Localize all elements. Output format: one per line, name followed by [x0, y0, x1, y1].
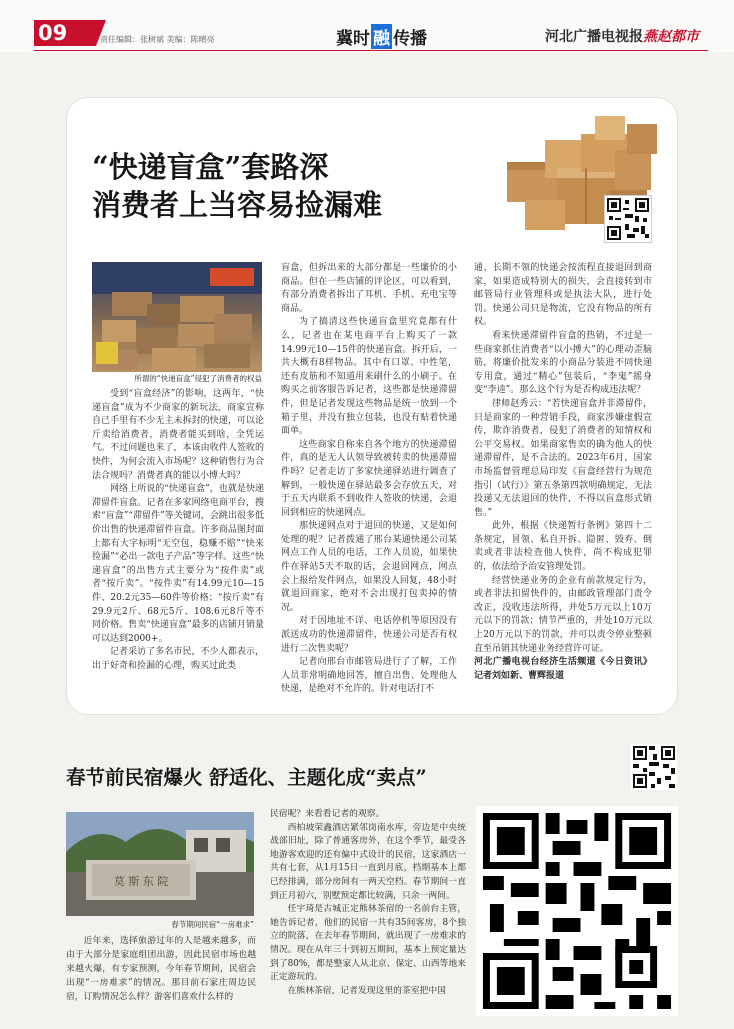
- paragraph: 西柏坡荣鑫酒店紧邻岗南水库，旁边是中央统战部旧址，除了普通客房外，在这个季节，最受各地游客欢迎的还有偏中式设计的民宿，这家酒店一共有七套，从1月15日一直到月底，档期基本上都已经排满，部分房间有一两天空档。春节期间一直到正月初六，别墅预定都比较满，只余一两间。: [270, 822, 466, 901]
- paper-name: [545, 26, 699, 46]
- section-left: 冀时: [336, 29, 370, 49]
- paragraph: 受到“盲盒经济”的影响，这两年，“快递盲盒”成为不少商家的新玩法，商家宣称自己手里有不少无主未拆封的快递，可以论斤卖给消费者，消费者能买到啥，全凭运气。不过问题也来了，本该由收件人签收的快件，为何会流入市场呢？这种销售行为合法合规吗？消费者真的能以小博大吗？: [92, 389, 264, 481]
- paragraph: 近年来，选择旅游过年的人是越来越多，而由于大部分是家庭组团出游，因此民宿市场也越来越火爆，有专家预测，今年春节期间，民宿会出现“一房难求”的情况。那目前石家庄周边民宿，订购情况怎么样？游客们喜欢什么样的: [66, 936, 256, 1002]
- paragraph: 网络上所说的“快递盲盒”，也就是快递滞留件盲盒。记者在多家网络电商平台，搜索“盲盒”“滞留件”等关键词，会跳出很多低价出售的快递滞留件盲盒。许多商品图封面上都有大字标明“无空包，稳赚不赔”“快来捡漏”“必出一款电子产品”等字样。这些“快递盲盒”的出售方式主要分为“按件卖”或者“按斤卖”。“按件卖”有14.99元10—15件、20.2元35—60件等价格；“按斤卖”有29.9元2斤、68元5斤、108.6元8斤等不同价格。售卖“快递盲盒”最多的店铺月销量可以达到2000+。: [92, 484, 264, 644]
- article2-column-2: [270, 808, 466, 998]
- paragraph: 此外，根据《快递暂行条例》第四十二条规定，冒领、私自开拆、隐匿、毁弃、倒卖或者非法检查他人快件，尚不构成犯罪的，依法给予治安管理处罚。: [474, 521, 652, 573]
- qr-pattern: [476, 806, 678, 1016]
- photo-parcels: [92, 262, 262, 372]
- paragraph: 记者采访了多名市民，不少人都表示，出于好奇和捡漏的心理，购买过此类: [92, 647, 264, 671]
- paragraph: 对于因地址不详、电话停机等原因没有派送成功的快递滞留件，快递公司是否有权进行二次售卖呢？: [281, 616, 457, 654]
- paragraph: 看来快递滞留件盲盒的热销，不过是一些商家抓住消费者“以小搏大”的心理动歪脑筋，将廉价批发来的小商品分装进不同快递专用盒，通过“精心”包装后，“李鬼”摇身变“李逵”。那么这个行为是否构成违法呢？: [474, 330, 652, 396]
- qr-code-large[interactable]: [476, 806, 678, 1016]
- paragraph: 这些商家自称来自各个地方的快递滞留件，真的是无人认领导致被转卖的快递滞留件吗？记者走访了多家快递驿站进行调查了解到，一般快递在驿站最多会存放五天，对于五天内联系不到收件人签收的快递，会退回到相应的快递网点。: [281, 439, 457, 518]
- paragraph: 在熊林茶宿，记者发现这里的茶室把中国: [287, 985, 446, 996]
- paper-title: 河北广播电视报: [545, 29, 643, 45]
- article-source: 河北广播电视台经济生活频道《今日资讯》记者刘如新、曹辉报道: [474, 657, 652, 681]
- paragraph: 那快递网点对于退回的快递，又是如何处理的呢？记者拨通了邢台某通快递公司某网点工作人员的电话，工作人员说，如果快件在驿站5天不取的话，会退回网点，网点会上报给发件网点，如果没人回复，48小时就退回商家，绝对不会出现打包卖掉的情况。: [281, 521, 457, 613]
- headline-line2: 消费者上当容易捡漏难: [92, 188, 383, 222]
- paragraph: 通、长期不领的快递会按流程直接退回到商家，如果造成特别大的损失，会直接转到市邮管局行业管理科或是执法大队，进行处罚。快递公司只是物流，它没有物品的所有权。: [474, 263, 652, 328]
- stone-sign-text: 莫 斯 东 院: [113, 875, 169, 888]
- paragraph: 为了搞清这些快递盲盒里究竟都有什么，记者也在某电商平台上购买了一款14.99元10—15件的快递盲盒。拆开后，一共大概有8样物品。其中有口罩、中性笔，还有皮筋和不知道用来刷什么的小刷子。在购买之前客服告诉记者，这些都是快递滞留件，但是记者发现这些物品是统一放到一个箱子里，并没有独立包装，也没有贴着快递面单。: [281, 317, 457, 437]
- editors-credit: 责任编辑：张树斌 美编：陈晴亮: [100, 35, 215, 44]
- paragraph: 律师赵秀云：“若快递盲盒并非滞留件，只是商家的一种营销手段，商家涉嫌虚假宣传，欺诈消费者，侵犯了消费者的知情权和公平交易权。如果商家售卖的确为他人的快递滞留件，是不合法的。2023年6月，国家市场监督管理总局印发《盲盒经营行为规范指引（试行）》第五条第四款明确规定，无法投递又无法退回的快件，不得以盲盒形式销售。”: [474, 398, 652, 518]
- paper-logo: 燕赵都市: [643, 29, 699, 45]
- page-number: 09: [34, 20, 96, 46]
- photo-caption: 所谓的“快递盲盒”侵犯了消费者的权益: [134, 374, 262, 383]
- photo-homestay: [66, 812, 254, 916]
- headline-line1: “快递盲盒”套路深: [92, 150, 329, 184]
- qr-pattern: [605, 196, 651, 242]
- page-header: [0, 0, 734, 52]
- paragraph: 盲盒，但拆出来的大部分都是一些廉价的小商品。但在一些店铺的评论区，可以看到，有部分消费者拆出了耳机、手机、充电宝等商品。: [281, 263, 457, 314]
- paragraph: 任宇琦是古城正定熊林茶宿的一名前台主管，她告诉记者，他们的民宿一共有35间客房，8个独立的院落，在去年春节期间，就出现了一房难求的情况。现在从年三十到初五期间，基本上预定量达到了80%，都是整家人从北京、保定、山西等地来正定游玩的。: [270, 904, 466, 983]
- section-right: 传播: [393, 29, 427, 49]
- paragraph: 经营快递业务的企业有前款规定行为，或者非法扣留快件的，由邮政管理部门责令改正，没收违法所得，并处5万元以上10万元以下的罚款；情节严重的，并处10万元以上20万元以下的罚款，并可以责令停业整顿直至吊销其快递业务经营许可证。: [474, 575, 652, 654]
- section-mid: 融: [371, 24, 392, 49]
- homestay-photo: [66, 812, 254, 916]
- headline: [92, 148, 382, 224]
- article1-column-1: [92, 388, 264, 673]
- article2-column-1: [66, 934, 256, 1004]
- blind-box-photo: [92, 262, 262, 372]
- qr-code-medium[interactable]: [631, 744, 677, 790]
- qr-code-small[interactable]: [604, 195, 652, 243]
- paragraph: 记者向邢台市邮管局进行了了解，工作人员非常明确地回答，擅自出售、处理他人快递，是绝对不允许的。针对电话打不: [281, 657, 457, 695]
- homestay-caption: 春节期间民宿“一房难求”: [171, 920, 254, 929]
- article1-column-3: [474, 262, 652, 683]
- section-name: [336, 24, 427, 49]
- paragraph: 民宿呢？来看看记者的观察。: [270, 809, 385, 819]
- header-rule: [34, 50, 708, 51]
- article2-headline: 春节前民宿爆火 舒适化、主题化成“卖点”: [66, 766, 427, 789]
- qr-pattern: [631, 744, 677, 790]
- article1-column-2: [281, 262, 457, 697]
